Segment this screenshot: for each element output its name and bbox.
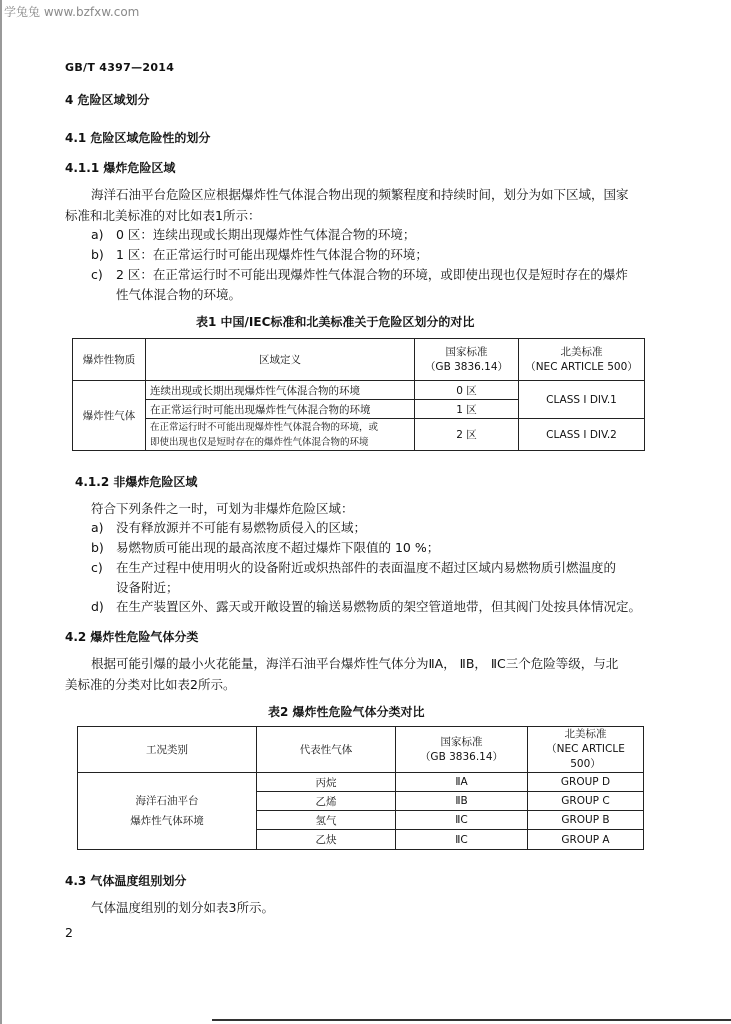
- table1-header-nec: [519, 339, 645, 381]
- scan-edge-line: [212, 1019, 731, 1021]
- page-number: 2: [65, 925, 73, 940]
- table-cell: GROUP A: [528, 830, 644, 850]
- list-mark: c): [91, 267, 103, 282]
- table2-header-condition: 工况类别: [78, 727, 257, 773]
- table-cell: ⅡC: [396, 830, 528, 850]
- table-cell: ⅡC: [396, 811, 528, 830]
- table-cell: CLASS Ⅰ DIV.2: [519, 419, 645, 451]
- header-line: （GB 3836.14）: [419, 750, 504, 763]
- list-mark: b): [91, 247, 104, 262]
- table-cell: CLASS Ⅰ DIV.1: [519, 381, 645, 419]
- paragraph-line: 气体温度组别的划分如表3所示。: [91, 900, 274, 915]
- table-cell: 0 区: [415, 381, 519, 400]
- table-cell: GROUP C: [528, 792, 644, 811]
- list-item: 0 区：连续出现或长期出现爆炸性气体混合物的环境；: [116, 227, 416, 242]
- list-item: 性气体混合物的环境。: [116, 287, 242, 302]
- header-line: 北美标准: [560, 345, 603, 358]
- list-item: 在生产过程中使用明火的设备附近或炽热部件的表面温度不超过区域内易燃物质引燃温度的: [116, 560, 617, 575]
- table-cell: 氢气: [257, 811, 396, 830]
- table1-header-gb: [415, 339, 519, 381]
- table2: [77, 726, 644, 850]
- table2-header-nec: [528, 727, 644, 773]
- table-cell: 乙炔: [257, 830, 396, 850]
- table-cell: 乙烯: [257, 792, 396, 811]
- header-line: （NEC ARTICLE 500）: [525, 360, 638, 373]
- section-4-2-title: 4.2 爆炸性危险气体分类: [65, 630, 199, 644]
- list-mark: b): [91, 540, 104, 555]
- cell-line: 海洋石油平台: [135, 795, 199, 807]
- list-mark: d): [91, 599, 104, 614]
- paragraph-line: 海洋石油平台危险区应根据爆炸性气体混合物出现的频繁程度和持续时间，划分为如下区域，国家: [91, 187, 629, 202]
- table-cell: ⅡB: [396, 792, 528, 811]
- list-item: 2 区：在正常运行时不可能出现爆炸性气体混合物的环境，或即使出现也仅是短时存在的爆炸: [116, 267, 628, 282]
- section-4-1-2-title: 4.1.2 非爆炸危险区域: [75, 475, 198, 489]
- list-item: 1 区：在正常运行时可能出现爆炸性气体混合物的环境；: [116, 247, 428, 262]
- section-4-title: 4 危险区域划分: [65, 93, 150, 107]
- table-cell: 在正常运行时可能出现爆炸性气体混合物的环境: [146, 400, 415, 419]
- table1: [72, 338, 645, 451]
- list-item: 在生产装置区外、露天或开敞设置的输送易燃物质的架空管道地带，但其阀门处按具体情况定。: [116, 599, 642, 614]
- section-4-3-title: 4.3 气体温度组别划分: [65, 874, 187, 888]
- cell-line: 在正常运行时不可能出现爆炸性气体混合物的环境，或: [150, 421, 379, 433]
- header-line: 北美标准: [564, 728, 607, 740]
- table-cell: 1 区: [415, 400, 519, 419]
- section-4-1-title: 4.1 危险区域危险性的划分: [65, 131, 211, 145]
- paragraph-line: 符合下列条件之一时，可划为非爆炸危险区域：: [91, 501, 354, 516]
- table-cell: 丙烷: [257, 773, 396, 792]
- table1-caption: 表1 中国/IEC标准和北美标准关于危险区划分的对比: [196, 315, 475, 329]
- section-4-1-1-title: 4.1.1 爆炸危险区域: [65, 161, 176, 175]
- watermark: 学兔兔 www.bzfxw.com: [4, 5, 140, 19]
- paragraph-line: 根据可能引爆的最小火花能量，海洋石油平台爆炸性气体分为ⅡA， ⅡB， ⅡC三个危险等级，与北: [91, 656, 619, 671]
- header-line: （GB 3836.14）: [424, 360, 509, 373]
- table2-header-gb: [396, 727, 528, 773]
- table2-caption: 表2 爆炸性危险气体分类对比: [268, 705, 425, 719]
- list-item: 设备附近；: [116, 580, 179, 595]
- standard-number: GB/T 4397—2014: [65, 61, 175, 74]
- paragraph-line: 标准和北美标准的对比如表1所示：: [65, 208, 261, 223]
- table2-group-cell: [78, 773, 257, 850]
- header-line: 国家标准: [440, 735, 483, 748]
- table-cell: [146, 419, 415, 451]
- cell-line: 即使出现也仅是短时存在的爆炸性气体混合物的环境: [150, 436, 369, 448]
- header-line: （NEC ARTICLE 500）: [546, 743, 625, 770]
- table2-header-gas: 代表性气体: [257, 727, 396, 773]
- table1-group-cell: 爆炸性气体: [73, 381, 146, 451]
- table1-header-substance: 爆炸性物质: [73, 339, 146, 381]
- table1-header-definition: 区域定义: [146, 339, 415, 381]
- cell-line: 爆炸性气体环境: [130, 815, 204, 827]
- list-item: 没有释放源并不可能有易燃物质侵入的区域；: [116, 520, 367, 535]
- table-cell: 2 区: [415, 419, 519, 451]
- list-mark: c): [91, 560, 103, 575]
- table-cell: GROUP D: [528, 773, 644, 792]
- list-mark: a): [91, 520, 104, 535]
- list-item: 易燃物质可能出现的最高浓度不超过爆炸下限值的 10 %；: [116, 540, 440, 555]
- page-left-edge: [0, 0, 2, 1024]
- table-cell: 连续出现或长期出现爆炸性气体混合物的环境: [146, 381, 415, 400]
- list-mark: a): [91, 227, 104, 242]
- paragraph-line: 美标准的分类对比如表2所示。: [65, 677, 236, 692]
- table-cell: GROUP B: [528, 811, 644, 830]
- table-cell: ⅡA: [396, 773, 528, 792]
- header-line: 国家标准: [445, 345, 488, 358]
